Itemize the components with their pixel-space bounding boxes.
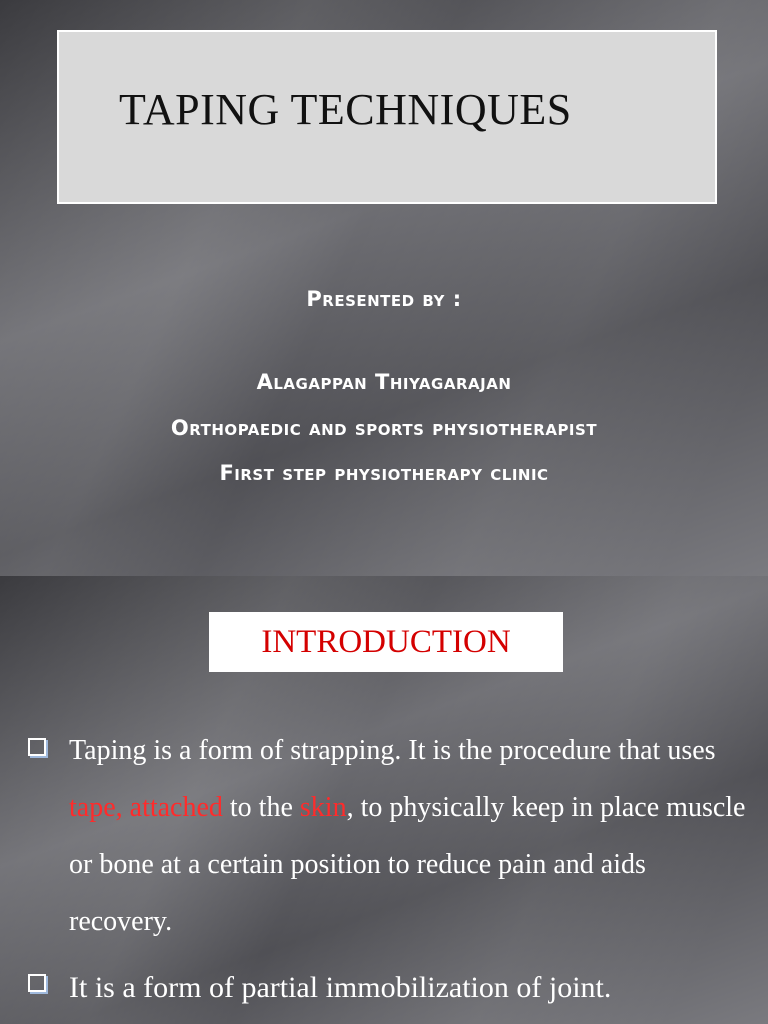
title-box (57, 30, 717, 204)
bullet-text: It is a form of partial immobilization of joint. (69, 971, 612, 1004)
introduction-slide (0, 576, 768, 1024)
bullet-list (28, 722, 748, 1018)
presented-by-label: Presented by : (306, 287, 462, 311)
presenter-clinic: First step physiotherapy clinic (219, 461, 549, 485)
highlight-text: skin (299, 792, 347, 823)
presenter-role: Orthopaedic and sports physiotherapist (170, 416, 598, 440)
highlight-text: tape, attached (69, 792, 223, 823)
bullet-text: to the (222, 792, 300, 823)
bullet-text: Taping is a form of strapping. It is the procedure that uses (69, 735, 716, 766)
slide-title: TAPING TECHNIQUES (119, 85, 572, 134)
presenter-name: Alagappan Thiyagarajan (256, 370, 512, 394)
bullet-item (28, 958, 748, 1018)
hollow-square-bullet-icon (28, 738, 46, 756)
heading-box (209, 612, 563, 672)
bullet-text: , to physically keep in place muscle or bone at a certain position to reduce pain and aids recovery. (69, 792, 746, 937)
section-heading: INTRODUCTION (261, 624, 511, 660)
hollow-square-bullet-icon (28, 974, 46, 992)
bullet-item (28, 722, 748, 950)
